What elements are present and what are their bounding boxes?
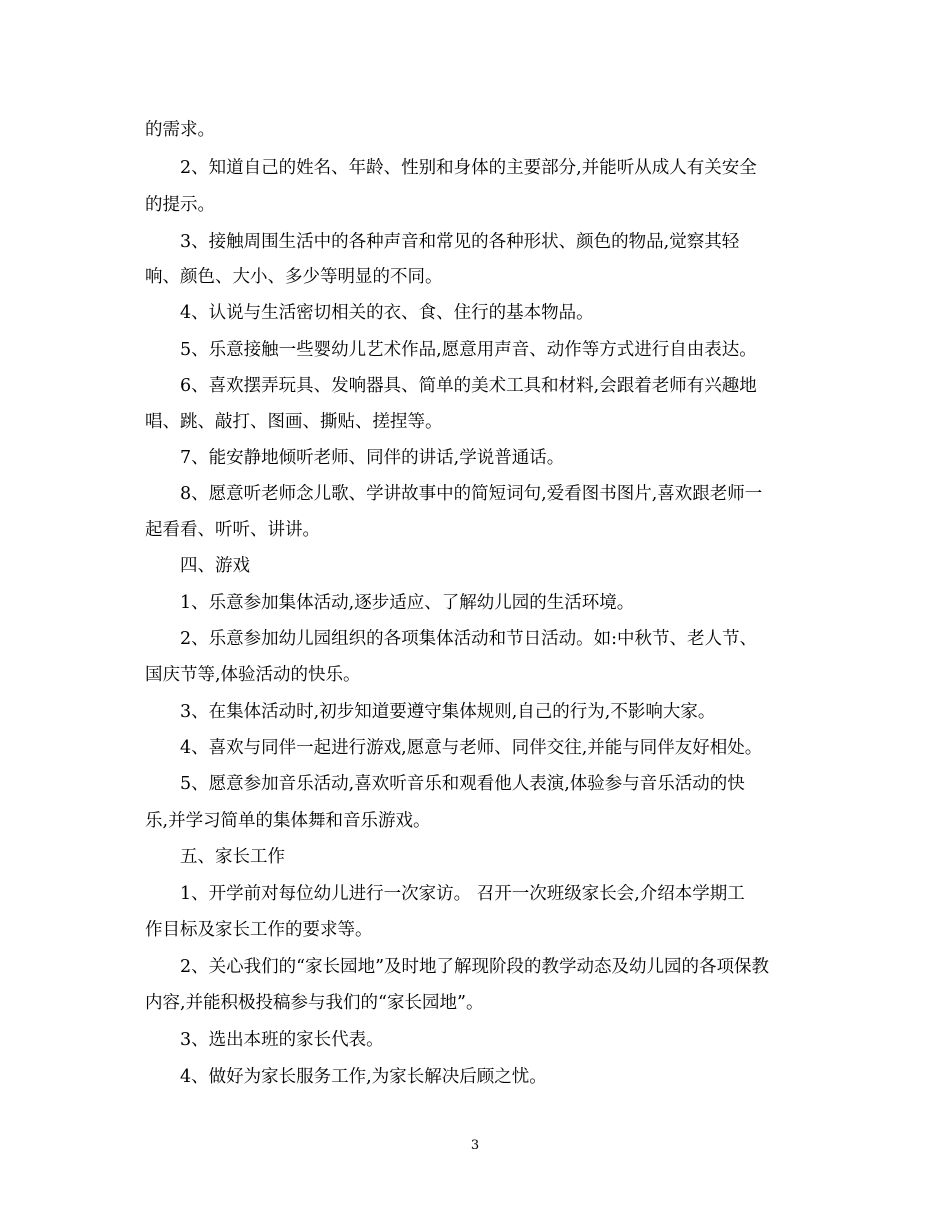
text-line: 6、喜欢摆弄玩具、发响器具、简单的美术工具和材料,会跟着老师有兴趣地: [180, 376, 757, 396]
text-line: 3、接触周围生活中的各种声音和常见的各种形状、颜色的物品,觉察其轻: [180, 232, 740, 252]
text-line: 2、关心我们的“家长园地”及时地了解现阶段的教学动态及幼儿园的各项保教: [180, 957, 770, 977]
text-line: 3、选出本班的家长代表。: [180, 1030, 384, 1050]
text-line: 内容,并能积极投稿参与我们的“家长园地”。: [145, 993, 484, 1013]
page-number: 3: [470, 1138, 480, 1153]
text-line: 作目标及家长工作的要求等。: [145, 920, 373, 940]
section-heading: 五、家长工作: [180, 847, 285, 867]
text-line: 唱、跳、敲打、图画、撕贴、搓捏等。: [145, 412, 443, 432]
section-heading: 四、游戏: [180, 556, 250, 576]
text-line: 1、开学前对每位幼儿进行一次家访。 召开一次班级家长会,介绍本学期工: [180, 884, 745, 904]
text-line: 4、喜欢与同伴一起进行游戏,愿意与老师、同伴交往,并能与同伴友好相处。: [180, 738, 763, 758]
text-line: 5、乐意接触一些婴幼儿艺术作品,愿意用声音、动作等方式进行自由表达。: [180, 340, 757, 360]
text-line: 4、认说与生活密切相关的衣、食、住行的基本物品。: [180, 303, 594, 323]
text-line: 1、乐意参加集体活动,逐步适应、了解幼儿园的生活环境。: [180, 593, 635, 613]
text-line: 2、乐意参加幼儿园组织的各项集体活动和节日活动。如:中秋节、老人节、: [180, 629, 758, 649]
text-line: 2、知道自己的姓名、年龄、性别和身体的主要部分,并能听从成人有关安全: [180, 158, 757, 178]
text-line: 的需求。: [145, 120, 215, 140]
text-line: 5、愿意参加音乐活动,喜欢听音乐和观看他人表演,体验参与音乐活动的快: [180, 774, 745, 794]
text-line: 7、能安静地倾听老师、同伴的讲话,学说普通话。: [180, 448, 565, 468]
text-line: 乐,并学习简单的集体舞和音乐游戏。: [145, 811, 431, 831]
text-line: 4、做好为家长服务工作,为家长解决后顾之忧。: [180, 1067, 547, 1087]
text-line: 起看看、听听、讲讲。: [145, 520, 320, 540]
text-line: 国庆节等,体验活动的快乐。: [145, 665, 361, 685]
text-line: 响、颜色、大小、多少等明显的不同。: [145, 267, 443, 287]
text-line: 的提示。: [145, 195, 215, 215]
text-line: 3、在集体活动时,初步知道要遵守集体规则,自己的行为,不影响大家。: [180, 702, 716, 722]
text-line: 8、愿意听老师念儿歌、学讲故事中的简短词句,爱看图书图片,喜欢跟老师一: [180, 484, 763, 504]
